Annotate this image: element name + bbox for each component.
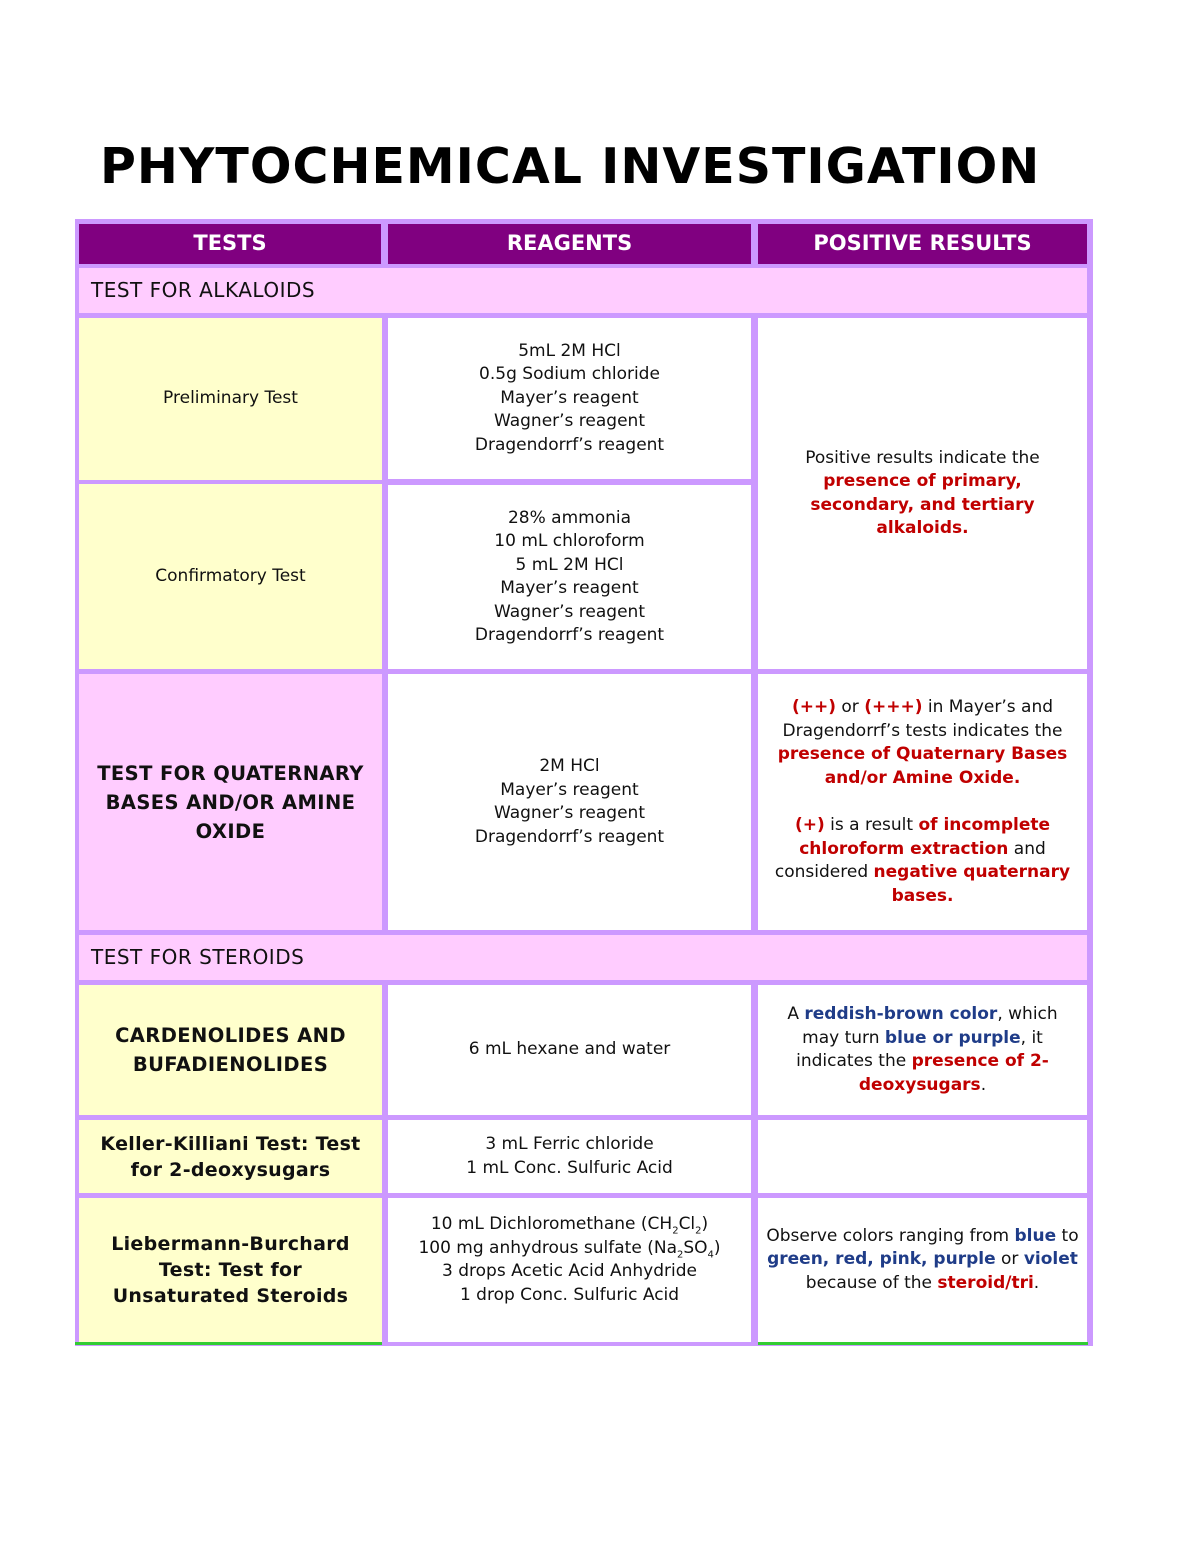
- result-text: or: [836, 697, 865, 717]
- result-alkaloids: [758, 318, 1087, 669]
- result-text: Positive results indicate the: [805, 447, 1040, 468]
- reagent-item: 1 mL Conc. Sulfuric Acid: [466, 1157, 673, 1178]
- result-cardenolides: [758, 985, 1087, 1115]
- reagent-item: Wagner’s reagent: [493, 601, 645, 622]
- reagent-item: 1 drop Conc. Sulfuric Acid: [459, 1284, 680, 1305]
- bottom-accent-line-right: [758, 1342, 1088, 1345]
- section-steroids: TEST FOR STEROIDS: [79, 935, 1087, 980]
- result-highlight: negative quaternary bases.: [873, 862, 1071, 906]
- reagent-item: 3 mL Ferric chloride: [485, 1134, 654, 1154]
- result-highlight-blue: reddish-brown color: [804, 1004, 998, 1024]
- result-highlight: presence of Quaternary Bases and/or Amine Oxide.: [777, 744, 1068, 788]
- reagent-item: Mayer’s reagent: [500, 779, 639, 800]
- result-text: Observe colors ranging from: [766, 1225, 1015, 1246]
- test-quaternary-bases: [79, 674, 382, 930]
- reagents-confirmatory: [388, 485, 751, 669]
- test-keller-killiani: [79, 1120, 382, 1193]
- reagent-item: Mayer’s reagent: [500, 387, 639, 408]
- result-highlight: steroid/tri: [937, 1272, 1034, 1293]
- result-paragraph-1: [765, 696, 1080, 790]
- result-highlight: presence of 2-deoxysugars: [858, 1051, 1049, 1095]
- reagent-item: Dragendorrf’s reagent: [474, 434, 665, 455]
- reagents-liebermann-burchard: [388, 1198, 751, 1342]
- test-liebermann-burchard: [79, 1198, 382, 1342]
- test-confirmatory: Confirmatory Test: [79, 484, 382, 669]
- result-text: is a result: [824, 815, 919, 835]
- reagent-item: 5 mL 2M HCl: [515, 554, 624, 575]
- reagent-item: 2M HCl: [539, 756, 600, 776]
- reagent-item: 3 drops Acetic Acid Anhydride: [442, 1261, 697, 1281]
- header-tests: TESTS: [79, 224, 381, 264]
- result-paragraph-2: [765, 814, 1080, 908]
- bottom-accent-line-left: [75, 1342, 382, 1345]
- result-keller-killiani: [758, 1120, 1087, 1193]
- result-text: , which may turn: [802, 1004, 1058, 1048]
- reagent-item: Wagner’s reagent: [493, 411, 645, 432]
- result-highlight: presence of primary, secondary, and tertiary alkaloids.: [810, 471, 1035, 538]
- header-reagents: REAGENTS: [388, 224, 751, 264]
- result-text: .: [980, 1074, 987, 1095]
- result-highlight-blue: green, red, pink, purple: [767, 1249, 996, 1270]
- section-alkaloids: TEST FOR ALKALOIDS: [79, 268, 1087, 313]
- result-text: or: [995, 1249, 1024, 1270]
- reagents-cardenolides: 6 mL hexane and water: [388, 985, 751, 1115]
- reagents-quaternary: [388, 674, 751, 930]
- result-highlight: of incomplete chloroform extraction: [799, 815, 1051, 859]
- result-text: because of the: [805, 1272, 938, 1293]
- reagent-item: 10 mL Dichloromethane $(CH_2Cl_2)$: [430, 1214, 709, 1237]
- reagent-item: Wagner’s reagent: [493, 803, 645, 823]
- reagent-item: Dragendorrf’s reagent: [474, 625, 665, 645]
- reagents-preliminary: [388, 318, 751, 479]
- result-text: to: [1056, 1225, 1079, 1246]
- result-highlight: (+): [794, 815, 825, 835]
- result-text: and considered: [774, 838, 1046, 882]
- reagent-item: 5mL 2M HCl: [518, 340, 621, 361]
- result-text: in Mayer’s and Dragendorrf’s tests indicates the: [782, 697, 1063, 741]
- quaternary-label: TEST FOR QUATERNARY BASES AND/OR AMINE OXIDE: [97, 761, 364, 843]
- header-positive-results: POSITIVE RESULTS: [758, 224, 1087, 264]
- result-text: .: [1033, 1272, 1040, 1293]
- liebermann-label: Liebermann-Burchard Test: Test for Unsaturated Steroids: [111, 1233, 350, 1307]
- page-title: PHYTOCHEMICAL INVESTIGATION: [100, 138, 1041, 195]
- test-cardenolides: [79, 985, 382, 1115]
- result-highlight: (+++): [864, 697, 923, 717]
- test-preliminary: Preliminary Test: [79, 318, 382, 480]
- keller-label: Keller-Killiani Test: Test for 2-deoxysugars: [100, 1132, 361, 1181]
- result-liebermann-burchard: [758, 1198, 1087, 1342]
- reagents-keller-killiani: [388, 1120, 751, 1193]
- result-highlight-blue: blue or purple: [884, 1027, 1021, 1048]
- result-text: , it indicates the: [796, 1027, 1043, 1071]
- reagent-item: 10 mL chloroform: [494, 531, 645, 551]
- reagent-item: 28% ammonia: [507, 507, 632, 528]
- result-highlight-blue: blue: [1014, 1225, 1057, 1246]
- result-highlight-blue: violet: [1023, 1249, 1078, 1270]
- cardenolides-label: CARDENOLIDES AND BUFADIENOLIDES: [115, 1024, 346, 1076]
- reagent-item: 0.5g Sodium chloride: [479, 364, 660, 385]
- reagent-item: Dragendorrf’s reagent: [474, 826, 665, 847]
- result-text: A: [787, 1004, 805, 1024]
- result-quaternary: [758, 674, 1087, 930]
- result-highlight: (++): [791, 697, 836, 717]
- reagent-item: 100 mg anhydrous sulfate $(Na_2SO_4)$: [418, 1237, 721, 1260]
- reagent-item: Mayer’s reagent: [500, 578, 639, 598]
